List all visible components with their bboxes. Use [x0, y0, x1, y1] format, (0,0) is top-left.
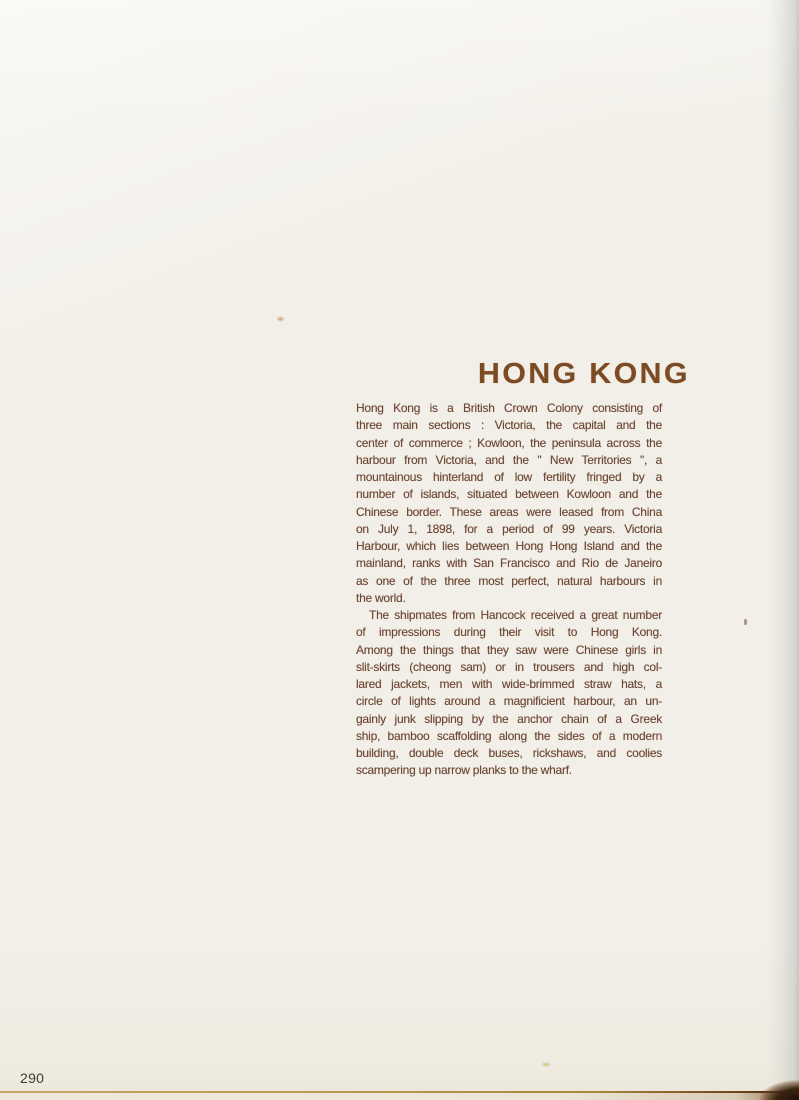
text-line: The shipmates from Hancock received a great number	[369, 608, 662, 622]
text-line: as one of the three most perfect, natural harbours in	[356, 573, 662, 588]
paragraph	[356, 607, 662, 780]
text-line: Chinese border. These areas were leased from China	[356, 504, 662, 519]
paper-speck	[541, 1062, 551, 1067]
text-line: center of commerce ; Kowloon, the peninsula across the	[356, 435, 662, 450]
page-edge-shade	[767, 0, 799, 1100]
text-line: on July 1, 1898, for a period of 99 years. Victoria	[356, 521, 662, 536]
page-number: 290	[20, 1070, 45, 1086]
text-line: mainland, ranks with San Francisco and Rio de Janeiro	[356, 556, 662, 571]
text-line: Among the things that they saw were Chinese girls in	[356, 642, 662, 657]
text-line: of impressions during their visit to Hong Kong.	[356, 625, 662, 640]
text-line: scampering up narrow planks to the wharf.	[356, 763, 572, 778]
paper-speck	[276, 316, 285, 322]
paragraph	[356, 400, 662, 607]
text-line: slit-skirts (cheong sam) or in trousers and high col-	[356, 659, 662, 674]
text-line: Harbour, which lies between Hong Hong Island and the	[356, 539, 662, 553]
text-line: gainly junk slipping by the anchor chain of a Greek	[356, 711, 662, 726]
text-line: the world.	[356, 590, 406, 605]
text-line: mountainous hinterland of low fertility fringed by a	[356, 470, 662, 484]
text-line: number of islands, situated between Kowloon and the	[356, 487, 662, 502]
body-text-block	[356, 400, 662, 780]
text-line: three main sections : Victoria, the capital and the	[356, 418, 662, 433]
page-curl-shadow	[759, 1080, 799, 1100]
text-line: ship, bamboo scaffolding along the sides of a modern	[356, 728, 662, 743]
text-line: lared jackets, men with wide-brimmed straw hats, a	[356, 677, 662, 691]
paper-speck	[744, 619, 747, 625]
page-title: HONG KONG	[478, 358, 690, 390]
text-line: Hong Kong is a British Crown Colony consisting of	[356, 401, 662, 415]
bottom-paper-strip	[0, 1093, 799, 1100]
text-line: building, double deck buses, rickshaws, and coolies	[356, 746, 662, 760]
text-line: circle of lights around a magnificient harbour, an un-	[356, 694, 662, 709]
text-line: harbour from Victoria, and the " New Territories ", a	[356, 452, 662, 467]
